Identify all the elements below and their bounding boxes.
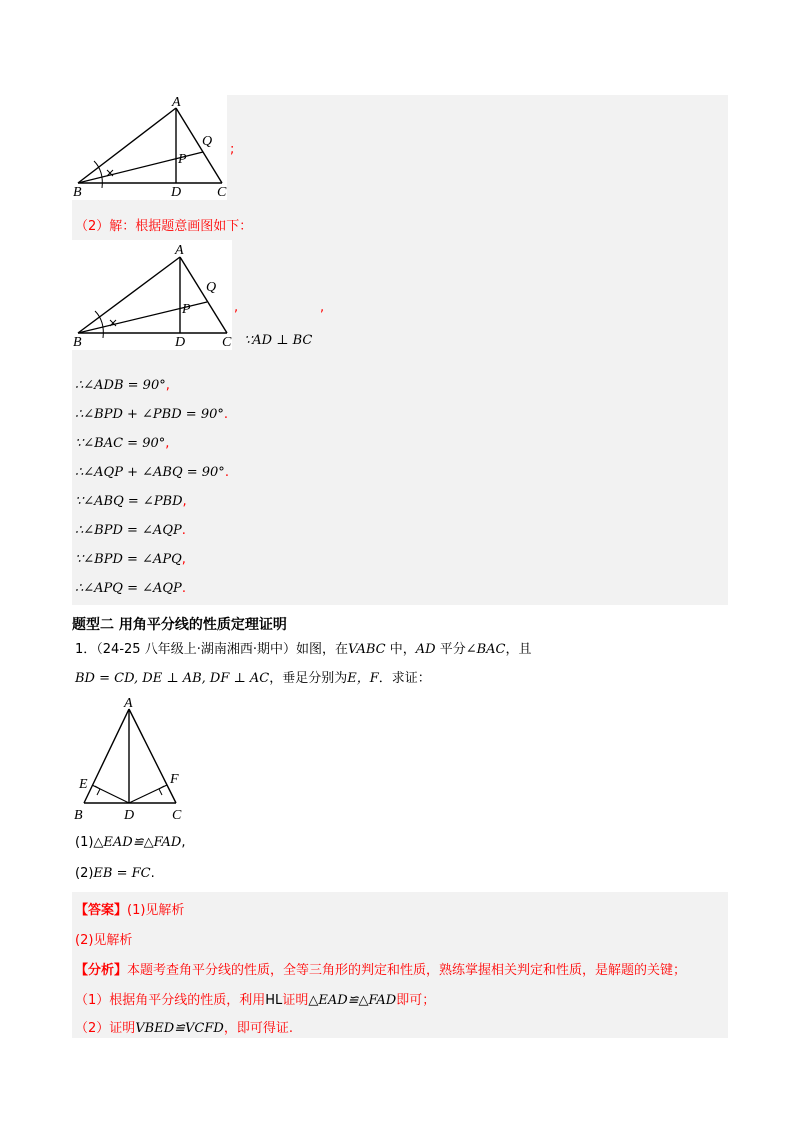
label-D: D xyxy=(124,808,135,823)
proof-line: ∴∠ADB = 90°, xyxy=(75,378,170,393)
problem-line-1: 1．（24-25 八年级上·湖南湘西·期中）如图，在VABC 中，AD 平分∠BAC，且 xyxy=(75,642,532,657)
part1-tail: ; xyxy=(230,142,235,157)
label-A: A xyxy=(172,95,181,110)
label-P: P xyxy=(182,302,191,317)
label-A: A xyxy=(124,696,133,711)
part2-heading: （2）解：根据题意画图如下： xyxy=(75,219,253,234)
section-title: 题型二 用角平分线的性质定理证明 xyxy=(72,617,287,633)
problem-line-2: BD = CD, DE ⊥ AB, DF ⊥ AC，垂足分别为E，F．求证： xyxy=(75,671,431,686)
isosceles-figure xyxy=(72,695,192,825)
label-B: B xyxy=(74,808,83,823)
figure-2 xyxy=(72,240,232,350)
label-D: D xyxy=(171,185,182,200)
label-E: E xyxy=(79,777,88,792)
triangle-figure-1 xyxy=(72,95,227,200)
label-F: F xyxy=(170,772,179,787)
fig2-comma-2: , xyxy=(320,300,325,315)
label-Q: Q xyxy=(202,134,213,149)
analysis-step-1: （1）根据角平分线的性质，利用HL证明△EAD≌△FAD即可； xyxy=(75,993,436,1008)
answer-line-2: (2)见解析 xyxy=(75,933,133,948)
proof-line: ∵∠ABQ = ∠PBD, xyxy=(75,494,187,509)
label-C: C xyxy=(217,185,227,200)
proof-line: ∵∠BAC = 90°, xyxy=(75,436,170,451)
label-P: P xyxy=(178,152,187,167)
proof-line: ∴∠APQ = ∠AQP. xyxy=(75,581,186,596)
label-C: C xyxy=(172,808,182,823)
label-D: D xyxy=(175,335,186,350)
triangle-figure-2 xyxy=(72,240,232,350)
figure-3 xyxy=(72,695,192,825)
proof-line: ∴∠BPD = ∠AQP. xyxy=(75,523,186,538)
analysis-line: 【分析】本题考查角平分线的性质，全等三角形的判定和性质，熟练掌握相关判定和性质，是解题的关键； xyxy=(75,963,687,978)
fig2-because: ∵AD ⊥ BC xyxy=(244,333,313,348)
label-C: C xyxy=(222,335,232,350)
analysis-step-2: （2）证明VBED≌VCFD，即可得证. xyxy=(75,1021,293,1036)
label-Q: Q xyxy=(206,280,217,295)
proof-line: ∵∠BPD = ∠APQ, xyxy=(75,552,186,567)
fig2-comma-1: , xyxy=(234,300,239,315)
problem-item-2: (2)EB = FC. xyxy=(75,866,155,881)
problem-item-1: (1)△EAD≌△FAD, xyxy=(75,835,186,850)
proof-line: ∴∠BPD + ∠PBD = 90°. xyxy=(75,407,228,422)
label-A: A xyxy=(175,243,184,258)
answer-line-1: 【答案】(1)见解析 xyxy=(75,903,185,918)
label-B: B xyxy=(73,335,82,350)
label-B: B xyxy=(73,185,82,200)
proof-line: ∴∠AQP + ∠ABQ = 90°. xyxy=(75,465,229,480)
figure-1 xyxy=(72,95,227,200)
